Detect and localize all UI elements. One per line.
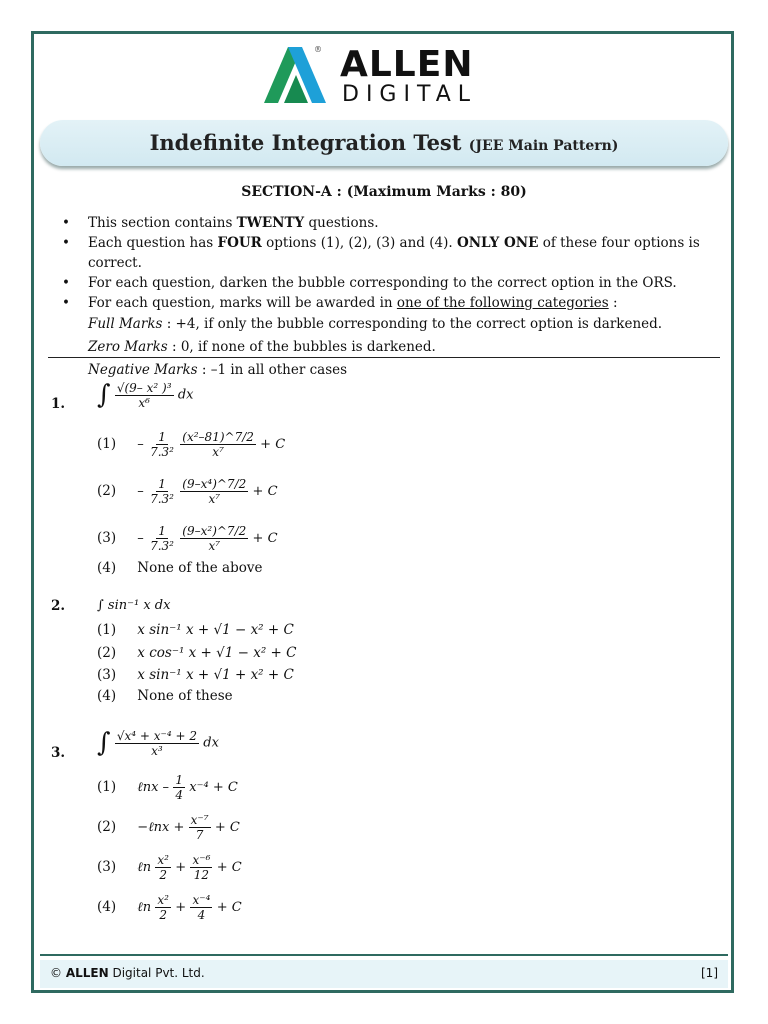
frac-num: x²: [157, 893, 169, 907]
option: [97, 430, 285, 459]
question-stem: [97, 380, 193, 410]
instr-text: questions.: [304, 215, 379, 231]
option-tail: + C: [252, 484, 278, 499]
option-pre: ℓnx –: [137, 780, 170, 795]
footer-company: Digital Pvt. Ltd.: [108, 966, 205, 980]
option: [97, 688, 233, 704]
instr-text: For each question, darken the bubble corresponding to the correct option in the ORS.: [88, 275, 677, 291]
option-label: (2): [97, 819, 117, 835]
question-number: 3.: [51, 745, 66, 761]
negative-marks-text: : –1 in all other cases: [197, 362, 348, 378]
option: [97, 893, 242, 922]
stem-fraction: [115, 729, 199, 758]
test-title-main: Indefinite Integration Test: [149, 130, 462, 155]
frac-num: 1: [175, 773, 183, 787]
frac-den: x⁷: [208, 492, 221, 506]
frac-num: x⁻⁶: [192, 853, 211, 867]
option-coefficient: [148, 430, 176, 459]
frac-num: x⁻⁴: [192, 893, 211, 907]
option-pre: ℓn: [137, 860, 152, 875]
frac-den: 7: [195, 828, 204, 842]
option-tail: + C: [216, 900, 242, 915]
option: [97, 622, 294, 638]
option-sign: –: [137, 531, 144, 546]
full-marks-line: [62, 313, 722, 336]
instr-text: options (1), (2), (3) and (4).: [261, 235, 457, 251]
option-tail: + C: [214, 820, 240, 835]
stem-numerator: √(9– x² )³: [116, 380, 172, 395]
option: [97, 645, 297, 661]
allen-digital-logo: [262, 45, 512, 105]
frac-den: 2: [159, 868, 167, 882]
option-coefficient: [148, 524, 176, 553]
option-label: (3): [97, 859, 117, 875]
option-label: (2): [97, 645, 117, 661]
option-fraction: [155, 853, 171, 882]
frac-den: x⁷: [212, 445, 224, 459]
option-label: (3): [97, 530, 117, 546]
negative-marks-line: [62, 359, 722, 382]
frac-num: x⁻⁷: [190, 813, 209, 827]
negative-marks-label: Negative Marks: [88, 362, 198, 378]
question-stem: ∫ sin⁻¹ x dx: [97, 598, 171, 613]
full-marks-text: : +4, if only the bubble corresponding to the correct option is darkened.: [162, 316, 663, 332]
question-stem: [97, 728, 219, 758]
stem-tail: dx: [177, 387, 194, 403]
option-fraction: [155, 893, 171, 922]
stem-denominator: x³: [151, 743, 163, 758]
option-fraction: [190, 853, 212, 882]
frac-den: 4: [197, 908, 206, 922]
instr-underline: one of the following categories: [396, 295, 609, 311]
frac-num: (9–x⁴)^7/2: [182, 477, 247, 491]
logo-text-digital: DIGITAL: [342, 82, 478, 107]
frac-num: (9–x²)^7/2: [182, 524, 247, 538]
option-label: (4): [97, 899, 117, 915]
option-fraction: [190, 893, 212, 922]
frac-num: x²: [157, 853, 169, 867]
option-text: x cos⁻¹ x + √1 − x² + C: [137, 645, 297, 661]
option-text: x sin⁻¹ x + √1 + x² + C: [137, 667, 294, 683]
full-marks-label: Full Marks: [88, 316, 163, 332]
option: [97, 667, 294, 683]
option-tail: + C: [216, 860, 242, 875]
page-border: [31, 31, 734, 993]
allen-logo-mark-icon: [262, 45, 332, 105]
frac-den: 2: [159, 908, 167, 922]
option-tail: x⁻⁴ + C: [189, 780, 238, 795]
instr-bold: FOUR: [217, 235, 262, 251]
option-fraction: [180, 524, 248, 553]
test-title-pattern: (JEE Main Pattern): [468, 138, 619, 154]
integral-sign-icon: ∫: [97, 380, 111, 410]
zero-marks-line: [62, 336, 722, 359]
section-divider: [48, 357, 720, 358]
option-fraction: [173, 773, 185, 802]
option: [97, 524, 278, 553]
option-pre: −ℓnx +: [137, 820, 185, 835]
coef-den: 7.3²: [150, 445, 174, 459]
frac-den: x⁷: [208, 539, 221, 553]
option: [97, 853, 242, 882]
option-sign: –: [137, 484, 144, 499]
instruction-item: [62, 273, 722, 293]
footer-copyright: [50, 966, 205, 980]
option-label: (2): [97, 483, 117, 499]
option-coefficient: [148, 477, 176, 506]
instr-bold: ONLY ONE: [456, 235, 539, 251]
coef-den: 7.3²: [150, 539, 174, 553]
test-title: [40, 130, 728, 155]
coef-den: 7.3²: [150, 492, 174, 506]
stem-numerator: √x⁴ + x⁻⁴ + 2: [116, 728, 197, 743]
integral-sign-icon: ∫: [97, 728, 111, 758]
stem-denominator: x⁶: [138, 395, 150, 410]
instruction-item: [62, 233, 722, 273]
instr-text: For each question, marks will be awarded in: [88, 295, 397, 311]
option-tail: + C: [252, 531, 278, 546]
instr-text: This section contains: [88, 215, 237, 231]
option-fraction: [180, 477, 248, 506]
instr-text: :: [608, 295, 618, 311]
coef-num: 1: [158, 477, 166, 491]
option-pre: ℓn: [137, 900, 152, 915]
option-fraction: [180, 430, 256, 459]
option: [97, 813, 240, 842]
instruction-item: [62, 293, 722, 313]
frac-num: (x²–81)^7/2: [182, 430, 254, 444]
option-text: None of these: [137, 688, 233, 704]
title-band: [40, 120, 728, 166]
option: [97, 773, 238, 802]
option-label: (1): [97, 436, 117, 452]
footer-divider: [40, 954, 728, 956]
option-text: x sin⁻¹ x + √1 − x² + C: [137, 622, 294, 638]
coef-num: 1: [158, 430, 166, 444]
zero-marks-label: Zero Marks: [88, 339, 168, 355]
option-label: (1): [97, 622, 117, 638]
stem-tail: dx: [203, 735, 219, 751]
option-text: None of the above: [137, 560, 263, 576]
coef-num: 1: [158, 524, 166, 538]
instr-bold: TWENTY: [236, 215, 305, 231]
option-fraction: [189, 813, 211, 842]
instr-text: of these four options is correct.: [88, 235, 700, 271]
instr-text: Each question has: [88, 235, 218, 251]
zero-marks-text: : 0, if none of the bubbles is darkened.: [167, 339, 436, 355]
footer: [40, 960, 728, 988]
option-label: (4): [97, 688, 117, 704]
copyright-symbol: ©: [50, 966, 62, 980]
option-plus: +: [175, 860, 187, 875]
question-number: 2.: [51, 598, 66, 614]
option-label: (1): [97, 779, 117, 795]
option: [97, 560, 262, 576]
option-plus: +: [175, 900, 187, 915]
section-heading: SECTION-A : (Maximum Marks : 80): [241, 184, 527, 200]
option-label: (3): [97, 667, 117, 683]
option-sign: –: [137, 437, 144, 452]
stem-fraction: [115, 381, 174, 410]
registered-mark: ®: [314, 45, 322, 54]
frac-den: 12: [193, 868, 210, 882]
logo-text-allen: ALLEN: [340, 44, 474, 85]
option-label: (4): [97, 560, 117, 576]
footer-brand: ALLEN: [65, 966, 109, 980]
question-number: 1.: [51, 396, 66, 412]
option: [97, 477, 278, 506]
option-tail: + C: [260, 437, 286, 452]
frac-den: 4: [175, 788, 183, 802]
page-number: [1]: [701, 966, 718, 980]
instruction-item: [62, 213, 722, 233]
